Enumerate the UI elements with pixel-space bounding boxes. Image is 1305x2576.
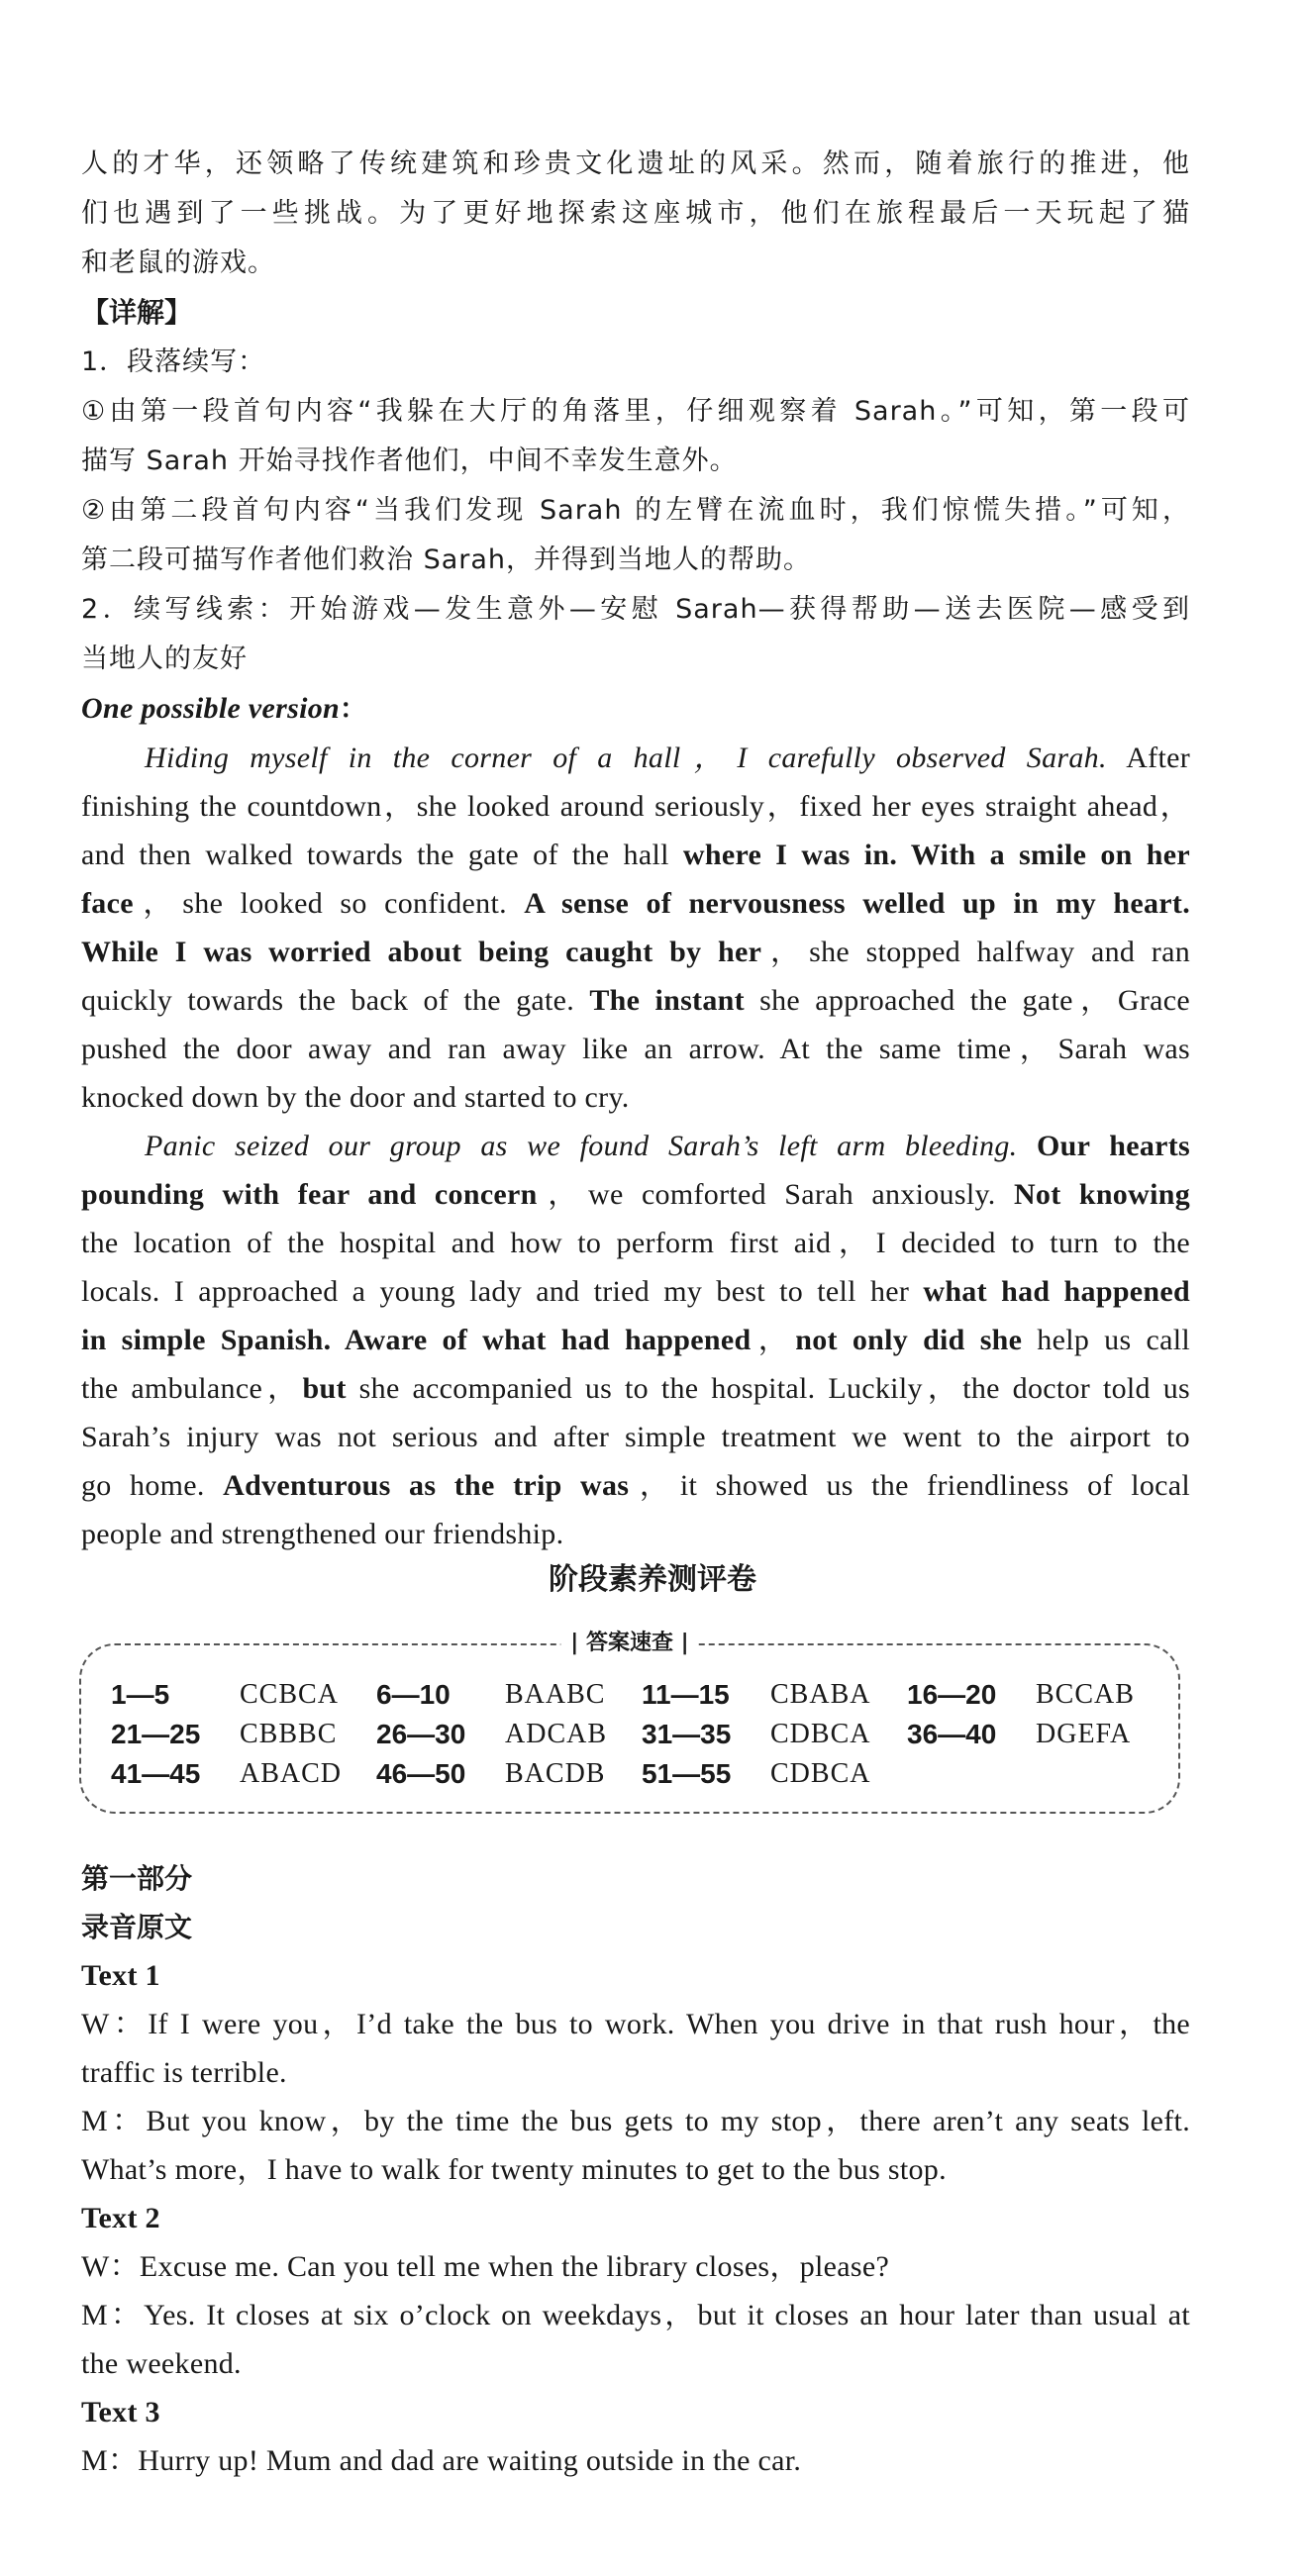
detail-item1b-line2: 第二段可描写作者他们救治 Sarah，并得到当地人的帮助。 [81, 545, 812, 575]
p1-line4 [81, 886, 1190, 922]
answer-range: 31—35 [642, 1719, 732, 1749]
text1-label: Text 1 [81, 1959, 160, 1992]
text1-line4: What’s more，I have to walk for twenty minutes to get to the bus stop. [81, 2153, 947, 2186]
p2-line6 [81, 1371, 1190, 1407]
p1-line4-c: A sense of nervousness welled up in my heart. [524, 887, 1190, 920]
p2-line5-c: not only did she [795, 1324, 1023, 1356]
detail-heading: 【详解】 [81, 296, 193, 329]
answer-range: 21—25 [111, 1719, 201, 1749]
p2-line5 [81, 1323, 1190, 1358]
p2-line5-b: ， [751, 1324, 796, 1356]
answer-value: CCBCA [240, 1679, 339, 1710]
text2-line2: M：Yes. It closes at six o’clock on weekdays，but it closes an hour later than usual at [81, 2299, 1190, 2331]
answer-range: 36—40 [907, 1719, 997, 1749]
p1-line6-a: quickly towards the back of the gate. [81, 984, 590, 1017]
section-title: 阶段素养测评卷 [549, 1562, 756, 1597]
detail-item1-title: 1．段落续写： [81, 347, 266, 377]
p1-line5-b: ，she stopped halfway and ran [761, 936, 1190, 968]
p2-line4 [81, 1274, 1190, 1310]
p2-line4-a: locals. I approached a young lady and tried my best to tell her [81, 1275, 924, 1308]
p2-line4-b: what had happened [923, 1275, 1190, 1308]
intro-line-3: 和老鼠的游戏。 [81, 248, 275, 278]
p2-line5-d: help us call [1022, 1324, 1190, 1356]
p2-line2-c: Not knowing [1013, 1178, 1190, 1211]
p1-line6 [81, 983, 1190, 1019]
p1-line8: knocked down by the door and started to cry. [81, 1081, 630, 1114]
answer-value: BAABC [505, 1679, 606, 1710]
answer-range: 11—15 [642, 1679, 730, 1710]
p2-line2-b: ，we comforted Sarah anxiously. [537, 1178, 1014, 1211]
p2-line7: Sarah’s injury was not serious and after simple treatment we went to the airport to [81, 1421, 1190, 1453]
text1-line1: W：If I were you，I’d take the bus to work. When you drive in that rush hour，the [81, 2008, 1190, 2040]
p1-line6-c: she approached the gate，Grace [744, 984, 1190, 1017]
detail-item2-line1: 2．续写线索：开始游戏—发生意外—安慰 Sarah—获得帮助—送去医院—感受到 [81, 594, 1190, 625]
detail-item1a-line2: 描写 Sarah 开始寻找作者他们，中间不幸发生意外。 [81, 446, 738, 476]
p2-opening-sentence: Panic seized our group as we found Sarah’s left arm bleeding. [145, 1130, 1018, 1162]
p2-line1-b: Our hearts [1017, 1130, 1190, 1162]
answer-range: 46—50 [376, 1758, 466, 1789]
p2-line5-a: in simple Spanish. Aware of what had happened [81, 1324, 752, 1356]
answer-box-label: | 答案速查 | [560, 1628, 698, 1659]
answer-value: CBABA [770, 1679, 871, 1710]
p1-line4-a: face [81, 887, 134, 920]
p1-line1 [81, 741, 1190, 776]
part1-subheading: 录音原文 [81, 1911, 193, 1943]
answer-range: 41—45 [111, 1758, 201, 1789]
p2-line2 [81, 1177, 1190, 1213]
answer-value: ADCAB [505, 1719, 608, 1749]
text3-line1: M：Hurry up! Mum and dad are waiting outside in the car. [81, 2444, 802, 2477]
answer-range: 1—5 [111, 1679, 170, 1710]
answer-value: BACDB [505, 1758, 606, 1789]
p1-line5-a: While I was worried about being caught by her [81, 936, 762, 968]
answer-range: 6—10 [376, 1679, 451, 1710]
p2-line8-a: go home. [81, 1469, 224, 1502]
answer-value: ABACD [240, 1758, 343, 1789]
part1-heading: 第一部分 [81, 1862, 193, 1895]
answer-value: CDBCA [770, 1758, 871, 1789]
version-label-text: One possible version [81, 692, 340, 725]
p2-line2-a: pounding with fear and concern [81, 1178, 538, 1211]
p1-line5 [81, 935, 1190, 970]
p1-line3 [81, 838, 1190, 873]
text1-line3: M：But you know，by the time the bus gets to my stop，there aren’t any seats left. [81, 2105, 1190, 2137]
p1-line1-rest: After [1106, 742, 1190, 774]
text1-line2: traffic is terrible. [81, 2056, 287, 2089]
detail-item2-line2: 当地人的友好 [81, 644, 248, 674]
text3-label: Text 3 [81, 2396, 160, 2428]
intro-line-1: 人的才华，还领略了传统建筑和珍贵文化遗址的风采。然而，随着旅行的推进，他 [81, 149, 1190, 179]
text2-label: Text 2 [81, 2202, 160, 2234]
p1-line2: finishing the countdown，she looked around seriously，fixed her eyes straight ahead， [81, 790, 1190, 823]
p2-line6-a: the ambulance， [81, 1372, 303, 1405]
answer-range: 51—55 [642, 1758, 732, 1789]
p2-line6-c: she accompanied us to the hospital. Luckily，the doctor told us [346, 1372, 1190, 1405]
answer-range: 26—30 [376, 1719, 466, 1749]
detail-item1b-line1: ②由第二段首句内容“当我们发现 Sarah 的左臂在流血时，我们惊慌失措。”可知， [81, 495, 1190, 526]
p2-line8-c: ，it showed us the friendliness of local [629, 1469, 1190, 1502]
version-label-colon: ： [340, 694, 367, 725]
answer-value: CDBCA [770, 1719, 871, 1749]
p1-line3-a: and then walked towards the gate of the hall [81, 839, 683, 871]
p2-line6-b: but [302, 1372, 347, 1405]
p2-line8 [81, 1468, 1190, 1504]
version-label [81, 691, 1190, 728]
text2-line3: the weekend. [81, 2347, 242, 2380]
p1-line6-b: The instant [589, 984, 745, 1017]
p2-line9: people and strengthened our friendship. [81, 1518, 564, 1550]
p2-line3: the location of the hospital and how to perform first aid，I decided to turn to the [81, 1227, 1190, 1259]
p1-line3-b: where I was in. With a smile on her [682, 839, 1190, 871]
intro-line-2: 们也遇到了一些挑战。为了更好地探索这座城市，他们在旅程最后一天玩起了猫 [81, 198, 1190, 229]
p1-line7: pushed the door away and ran away like an arrow. At the same time，Sarah was [81, 1033, 1190, 1065]
answer-value: CBBBC [240, 1719, 338, 1749]
answer-range: 16—20 [907, 1679, 997, 1710]
detail-item1a-line1: ①由第一段首句内容“我躲在大厅的角落里，仔细观察着 Sarah。”可知，第一段可 [81, 396, 1190, 427]
answer-value: BCCAB [1036, 1679, 1135, 1710]
answer-box [79, 1631, 1180, 1814]
p2-line1 [81, 1129, 1190, 1164]
p1-opening-sentence: Hiding myself in the corner of a hall，I carefully observed Sarah. [145, 742, 1107, 774]
p2-line8-b: Adventurous as the trip was [223, 1469, 630, 1502]
answer-value: DGEFA [1036, 1719, 1132, 1749]
text2-line1: W：Excuse me. Can you tell me when the library closes，please? [81, 2250, 890, 2283]
p1-line4-b: ，she looked so confident. [133, 887, 525, 920]
